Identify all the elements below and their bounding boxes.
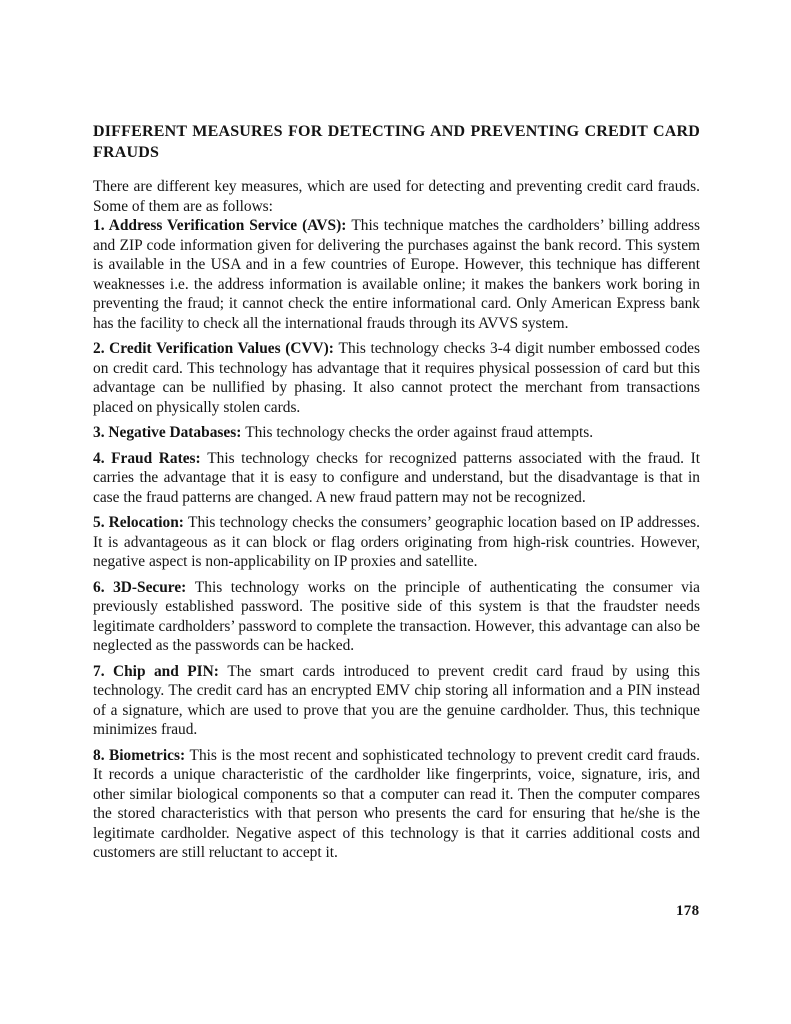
section-paragraph-chip-and-pin [93, 662, 700, 740]
page-title: DIFFERENT MEASURES FOR DETECTING AND PREVENTING CREDIT CARD FRAUDS [93, 123, 700, 161]
section-label: 3. Negative Databases: [93, 424, 242, 441]
section-label: 6. 3D-Secure: [93, 578, 187, 596]
section-label: 8. Biometrics: [93, 746, 186, 764]
section-label: 7. Chip and PIN: [93, 662, 219, 680]
page-number: 178 [676, 903, 700, 919]
section-text: This technology checks the order against fraud attempts. [245, 424, 594, 441]
section-paragraph-fraud-rates [93, 449, 700, 508]
section-text: This technology checks for recognized patterns associated with the fraud. It carries the advantage that it is easy to configure and understand, but the disadvantage is that in case the fraud patterns are changed. A new fraud pattern may not be recognized. [93, 449, 700, 506]
section-text: This technology works on the principle of authenticating the consumer via previously established password. The positive side of this system is that the fraudster needs legitimate cardholders’ password to complete the transaction. However, this advantage can also be neglected as the passwords can be hacked. [93, 578, 700, 654]
section-paragraph-negative-databases [93, 423, 700, 443]
section-paragraph-avs [93, 216, 700, 333]
section-label: 5. Relocation: [93, 514, 184, 531]
section-label: 4. Fraud Rates: [93, 449, 201, 467]
document-content [93, 121, 700, 863]
section-label: 2. Credit Verification Values (CVV): [93, 340, 334, 357]
section-paragraph-biometrics [93, 746, 700, 863]
section-text: This technique matches the cardholders’ billing address and ZIP code information given for delivering the purchases against the bank record. This system is available in the USA and in a few countries of Europe. However, this technique has different weaknesses i.e. the address information is available online; it makes the bankers work boring in preventing the fraud; it cannot check the entire informational card. Only American Express bank has the facility to check all the international frauds through its AVVS system. [93, 217, 700, 332]
section-text: This is the most recent and sophisticated technology to prevent credit card frauds. It records a unique characteristic of the cardholder like fingerprints, voice, signature, iris, and other similar biological components so that a computer can read it. Then the computer compares the stored characteristics with that person who presents the card for ensuring that he/she is the legitimate cardholder. Negative aspect of this technology is that it carries additional costs and customers are still reluctant to accept it. [93, 746, 700, 861]
section-paragraph-relocation [93, 513, 700, 572]
section-paragraph-3d-secure [93, 578, 700, 656]
section-paragraph-cvv [93, 339, 700, 417]
section-text: This technology checks 3-4 digit number embossed codes on credit card. This technology has advantage that it requires physical possession of card but this advantage can be nullified by phasing. It also cannot protect the merchant from transactions placed on physically stolen cards. [93, 340, 700, 416]
section-text: This technology checks the consumers’ geographic location based on IP addresses. It is advantageous as it can block or flag orders originating from high-risk countries. However, negative aspect is non-applicability on IP proxies and satellite. [93, 514, 700, 570]
section-label: 1. Address Verification Service (AVS): [93, 217, 347, 234]
intro-paragraph: There are different key measures, which are used for detecting and preventing credit card frauds. Some of them are as follows: [93, 178, 700, 215]
section-text: The smart cards introduced to prevent credit card fraud by using this technology. The credit card has an encrypted EMV chip storing all information and a PIN instead of a signature, which are used to prove that you are the genuine cardholder. Thus, this technique minimizes fraud. [93, 662, 700, 738]
